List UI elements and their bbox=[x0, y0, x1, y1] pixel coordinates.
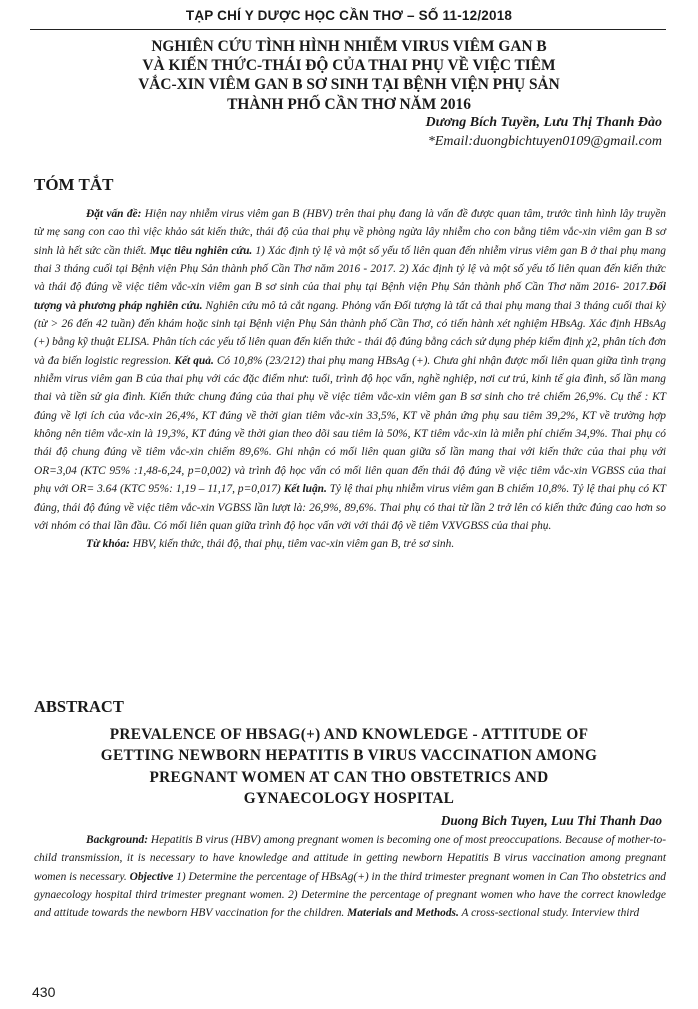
abstract-text: Có 10,8% (23/212) thai phụ mang HBsAg (+). Chưa ghi nhận được mối liên quan giữa tình trạng nhiễm virus viêm gan B của thai phụ với các đặc điểm như: tuổi, trình độ học vấn, nghề nghiệp, nơi cư trú, kinh tế gia đình, số lần mang thai và tiền sử gia đình. Kiến thức chung đúng của thai phụ về việc tiêm vắc-xin viêm gan B sơ sinh cho trẻ chiếm 26,9%. Cụ thể : KT đúng về lợi ích của vắc-xin 26,4%, KT đúng về thời gian tiêm vắc-xin 33,5%, KT về phản ứng phụ sau tiêm 39,2%, KT về trường hợp không nên tiêm vắc-xin là 19,3%, KT đúng về thời gian theo dõi sau tiêm là 50%, KT tiêm vắc-xin là miễn phí chiếm 34,9%. Thai phụ có thái độ chung đúng về tiêm vắc-xin chiếm 89,6%. Ghi nhận có mối liên quan giữa số lần mang thai với kiến thức của thai phụ với OR=3,04 (KTC 95% :1,48-6,24, p=0,002) và trình độ học vấn có mối liên quan đến thái độ đúng về việc tiêm vắc-xin VGBSS của thai phụ với OR= 3.64 (KTC 95%: 1,19 – 11,17, p=0,017) bbox=[34, 354, 666, 496]
abstract-text: Nghiên cứu mô tả cắt ngang. Phỏng vấn Đối tượng là tất cả thai phụ mang thai 3 tháng cuối thai kỳ (từ > 26 đến 42 tuần) đến khám hoặc sinh tại Bệnh viện Phụ Sản thành phố Cần Thơ, có tiến hành xét nghiệm HBsAg. Xác định HBsAg (+) bằng kỹ thuật ELISA. Phân tích các yếu tố liên quan đến kiến thức - thái độ đúng bằng cách sử dụng phép kiểm định χ2, phân tích đơn và đa biến logistic regression. bbox=[34, 299, 666, 367]
label-materials-methods: Materials and Methods. bbox=[347, 907, 459, 920]
en-title-line: GYNAECOLOGY HOSPITAL bbox=[243, 789, 455, 807]
vietnamese-title bbox=[60, 37, 638, 114]
running-header: TẠP CHÍ Y DƯỢC HỌC CẦN THƠ – SỐ 11-12/2018 bbox=[185, 8, 513, 23]
abstract-text: Hiện nay nhiễm virus viêm gan B (HBV) trên thai phụ đang là vấn đề được quan tâm, trước tình hình lây truyền từ mẹ sang con cao thì việc khảo sát kiến thức, thái độ của thai phụ về phòng ngừa lây nhiễm cho con bằng tiêm vắc-xin viêm gan B sơ sinh là hết sức cần thiết. bbox=[34, 208, 666, 257]
vietnamese-abstract bbox=[34, 205, 666, 554]
en-title-line: PREVALENCE OF HBSAG(+) AND KNOWLEDGE - ATTITUDE OF bbox=[109, 726, 589, 743]
page-number: 430 bbox=[32, 984, 56, 1000]
label-muc-tieu: Mục tiêu nghiên cứu. bbox=[149, 244, 253, 257]
abstract-text: Hepatitis B virus (HBV) among pregnant women is becoming one of most preoccupations. Because of mother-to-child transmission, it is necessary to have knowledge and attitude in getting newborn Hepatitis B virus vaccination among pregnant women is necessary. bbox=[34, 834, 666, 883]
label-tu-khoa: Từ khóa: bbox=[86, 538, 130, 551]
header-rule bbox=[30, 29, 666, 30]
keywords-paragraph bbox=[34, 535, 666, 553]
author-names: Dương Bích Tuyền, Lưu Thị Thanh Đào bbox=[425, 115, 662, 130]
abstract-text: A cross-sectional study. Interview third bbox=[458, 907, 640, 920]
vn-title-line: VẮC-XIN VIÊM GAN B SƠ SINH TẠI BỆNH VIỆN PHỤ SẢN bbox=[138, 76, 560, 94]
label-doi-tuong: Đối tượng và phương pháp nghiên cứu. bbox=[34, 281, 666, 312]
vn-title-line: NGHIÊN CỨU TÌNH HÌNH NHIỄM VIRUS VIÊM GAN B bbox=[151, 38, 547, 55]
abstract-paragraph bbox=[34, 205, 666, 535]
label-objective: Objective bbox=[129, 870, 174, 883]
label-ket-qua: Kết quả. bbox=[174, 354, 214, 367]
label-background: Background: bbox=[86, 834, 149, 846]
en-title-line: GETTING NEWBORN HEPATITIS B VIRUS VACCINATION AMONG bbox=[100, 747, 598, 765]
vn-title-line: VÀ KIẾN THỨC-THÁI ĐỘ CỦA THAI PHỤ VỀ VIỆC TIÊM bbox=[142, 57, 556, 75]
english-abstract bbox=[34, 831, 666, 922]
heading-abstract: ABSTRACT bbox=[34, 697, 124, 716]
authors-english: Duong Bich Tuyen, Luu Thi Thanh Dao bbox=[440, 813, 662, 828]
authors-vietnamese bbox=[425, 114, 662, 151]
keywords-text: HBV, kiến thức, thái độ, thai phụ, tiêm vac-xin viêm gan B, trẻ sơ sinh. bbox=[129, 538, 455, 551]
heading-tom-tat: TÓM TẮT bbox=[34, 175, 114, 194]
label-dat-van-de: Đặt vấn đề: bbox=[86, 208, 142, 220]
abstract-text: 1) Xác định tỷ lệ và một số yếu tố liên quan đến nhiễm virus viêm gan B ở thai phụ mang thai 3 tháng cuối tại Bệnh viện Phụ Sản thành phố Cần Thơ năm 2016 - 2017. 2) Xác định tỷ lệ và một số yếu tố liên quan đến kiến thức và thái độ đúng về việc tiêm vắc-xin viêm gan B sơ sinh của thai phụ tại Bệnh viện Phụ Sản thành phố Cần Thơ năm 2016- 2017. bbox=[34, 244, 667, 294]
abstract-text: 1) Determine the percentage of HBsAg(+) in the third trimester pregnant women in Can Tho obstetrics and gynaecology hospital third trimester pregnant women. 2) Determine the percentage of pregnant women who have the correct knowledge and attitude towards the newborn HBV vaccination for the children. bbox=[34, 870, 666, 920]
label-ket-luan: Kết luận. bbox=[283, 483, 327, 496]
english-title bbox=[40, 724, 658, 809]
author-email: *Email:duongbichtuyen0109@gmail.com bbox=[427, 133, 662, 149]
abstract-text: Tỷ lệ thai phụ nhiễm virus viêm gan B chiếm 10,8%. Tỷ lệ thai phụ có KT đúng, thái độ đúng về việc tiêm vắc-xin VGBSS lần lượt là: 26,9%, 89,6%. Thai phụ có thai từ lần 2 trở lên có kiến thức đúng cao hơn so với nhóm có thai lần đầu. Có mối liên quan giữa trình độ học vấn với với thái độ về tiêm VXVGBSS của thai phụ. bbox=[34, 483, 666, 532]
abstract-paragraph bbox=[34, 831, 666, 922]
vn-title-line: THÀNH PHỐ CẦN THƠ NĂM 2016 bbox=[227, 95, 471, 113]
en-title-line: PREGNANT WOMEN AT CAN THO OBSTETRICS AND bbox=[149, 768, 549, 786]
